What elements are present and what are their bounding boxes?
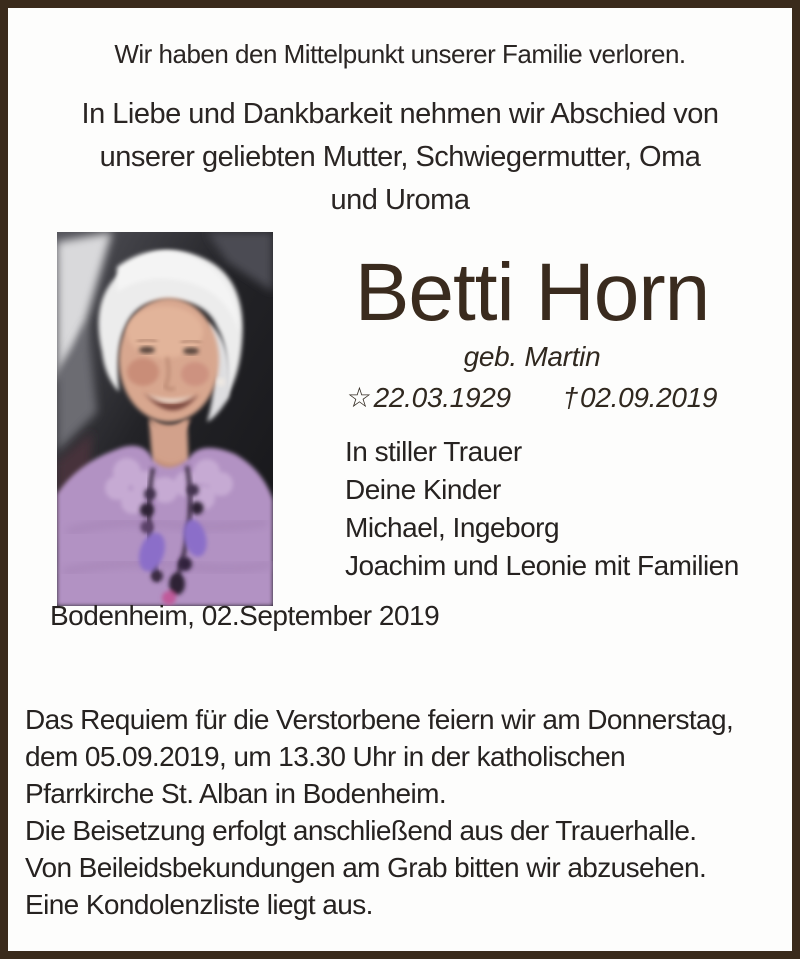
text-line: dem 05.09.2019, um 13.30 Uhr in der katholischen [25, 741, 626, 772]
birth-date: 22.03.1929 [373, 382, 511, 413]
portrait-photo [57, 232, 273, 606]
text-line: Die Beisetzung erfolgt anschließend aus der Trauerhalle. [25, 815, 697, 846]
text-line: Pfarrkirche St. Alban in Bodenheim. [25, 778, 447, 809]
birth-star-icon: ☆ [346, 382, 372, 413]
text-line: Michael, Ingeborg [345, 512, 560, 543]
mourners-list [345, 433, 775, 585]
text-line: Von Beileidsbekundungen am Grab bitten wir abzusehen. [25, 852, 707, 883]
headline: Wir haben den Mittelpunkt unserer Familie verloren. [114, 39, 686, 69]
place-and-date: Bodenheim, 02.September 2019 [50, 600, 440, 631]
text-line: Joachim und Leonie mit Familien [345, 550, 739, 581]
intro-text [8, 93, 792, 222]
portrait-photo-illustration [57, 232, 273, 606]
text-line: In stiller Trauer [345, 436, 522, 467]
death-cross-icon: † [562, 382, 579, 413]
deceased-name: Betti Horn [354, 247, 710, 338]
text-line: Deine Kinder [345, 474, 501, 505]
text-line: Das Requiem für die Verstorbene feiern wir am Donnerstag, [25, 704, 734, 735]
text-line: und Uroma [330, 184, 470, 216]
text-line: unserer geliebten Mutter, Schwiegermutter, Oma [99, 141, 701, 173]
maiden-name: geb. Martin [463, 341, 601, 372]
birth-date-group [347, 382, 511, 413]
death-date: 02.09.2019 [580, 382, 718, 413]
life-dates [312, 381, 752, 414]
funeral-announcement [25, 701, 787, 923]
text-line: In Liebe und Dankbarkeit nehmen wir Abschied von [81, 98, 719, 130]
death-date-group [563, 382, 717, 413]
text-line: Eine Kondolenzliste liegt aus. [25, 889, 373, 920]
